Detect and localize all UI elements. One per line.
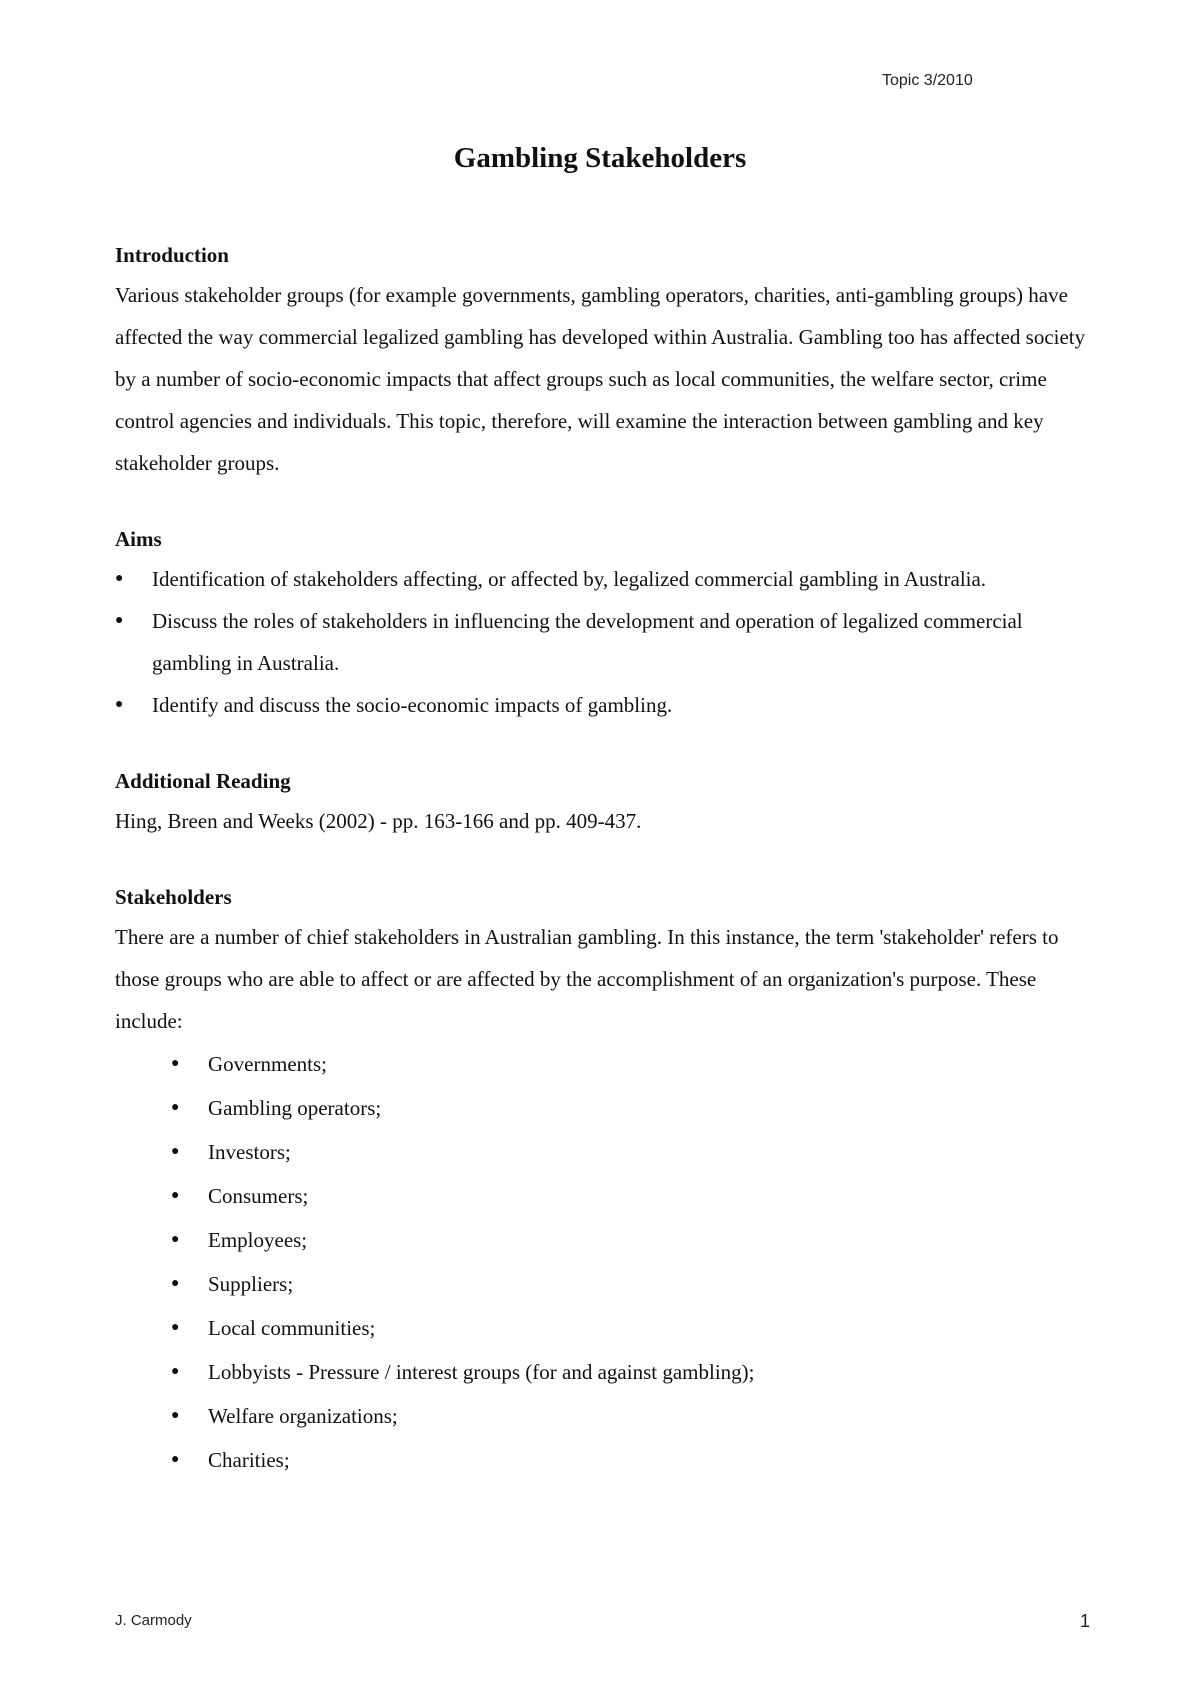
stakeholders-heading: Stakeholders <box>115 885 232 909</box>
header-topic: Topic 3/2010 <box>882 72 973 89</box>
stakeholders-text: There are a number of chief stakeholders in Australian gambling. In this instance, the term 'stakeholder' refers to those groups who are able to affect or are affected by the accomplishment of an organization's purpose. These include: <box>115 925 1059 1033</box>
aims-section <box>115 526 1105 726</box>
stakeholders-list <box>115 1042 1105 1482</box>
stakeholder-item: ● Welfare organizations; <box>115 1394 1105 1438</box>
page-number: 1 <box>1080 1611 1091 1631</box>
stakeholder-item: ● Investors; <box>115 1130 1105 1174</box>
footer-author: J. Carmody <box>115 1612 192 1629</box>
additional-reading-text: Hing, Breen and Weeks (2002) - pp. 163-166 and pp. 409-437. <box>115 809 642 833</box>
stakeholder-item: ● Employees; <box>115 1218 1105 1262</box>
introduction-section <box>115 242 1105 484</box>
introduction-text: Various stakeholder groups (for example governments, gambling operators, charities, anti-gambling groups) have affected the way commercial legalized gambling has developed within Australia. Gambling too has affected society by a number of socio-economic impacts that affect groups such as local communities, the welfare sector, crime control agencies and individuals. This topic, therefore, will examine the interaction between gambling and key stakeholder groups. <box>115 283 1086 475</box>
stakeholder-item: ● Gambling operators; <box>115 1086 1105 1130</box>
stakeholder-item: ● Suppliers; <box>115 1262 1105 1306</box>
aims-item: ● Identification of stakeholders affecting, or affected by, legalized commercial gambling in Australia. <box>115 558 1105 600</box>
aims-item: ● Identify and discuss the socio-economic impacts of gambling. <box>115 684 1105 726</box>
additional-reading-section <box>115 768 1105 842</box>
stakeholder-item: ● Governments; <box>115 1042 1105 1086</box>
aims-item: ● Discuss the roles of stakeholders in influencing the development and operation of legalized commercial gambling in Australia. <box>115 600 1105 684</box>
aims-list <box>115 558 1105 726</box>
aims-heading: Aims <box>115 527 162 551</box>
document-body <box>115 242 1105 1524</box>
stakeholder-item: ● Local communities; <box>115 1306 1105 1350</box>
stakeholders-section <box>115 884 1105 1482</box>
additional-reading-heading: Additional Reading <box>115 769 291 793</box>
introduction-heading: Introduction <box>115 243 229 267</box>
stakeholder-item: ● Charities; <box>115 1438 1105 1482</box>
stakeholder-item: ● Consumers; <box>115 1174 1105 1218</box>
page-title: Gambling Stakeholders <box>453 142 747 174</box>
stakeholder-item: ● Lobbyists - Pressure / interest groups (for and against gambling); <box>115 1350 1105 1394</box>
